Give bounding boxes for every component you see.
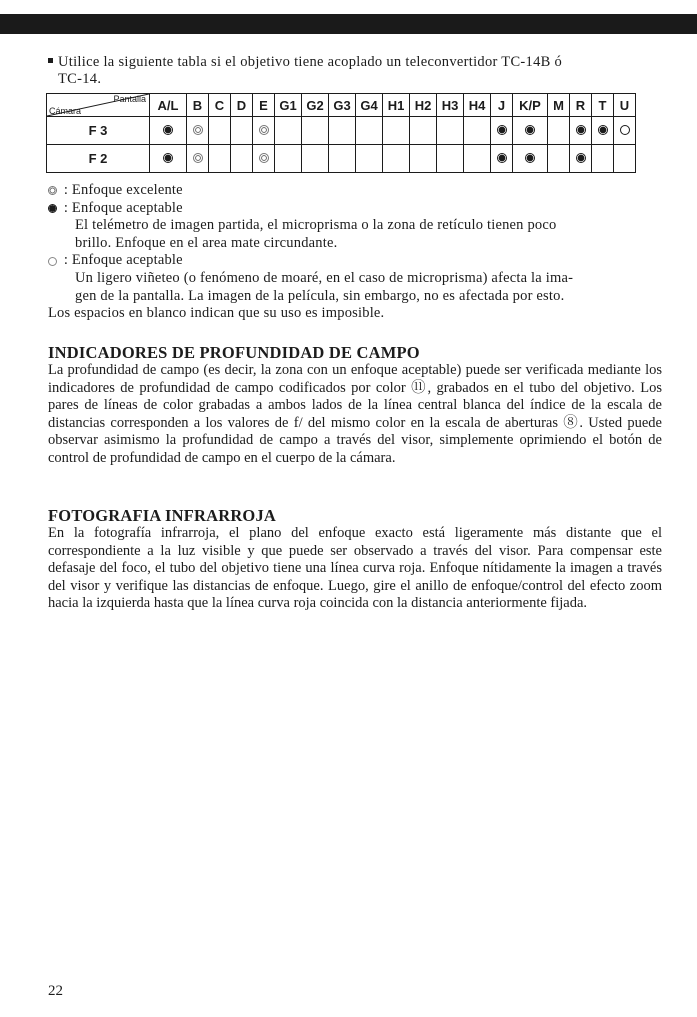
legend-blank-note: Los espacios en blanco indican que su uso es imposible.	[48, 305, 385, 322]
table-cell	[356, 145, 383, 173]
bullet-icon	[48, 58, 53, 63]
table-cell	[570, 145, 592, 173]
acceptable-focus-icon	[576, 153, 586, 163]
table-cell	[231, 145, 253, 173]
table-cell	[491, 117, 513, 145]
excellent-focus-icon	[259, 153, 269, 163]
table-row	[47, 117, 636, 145]
legend-acceptable-1-note-2: brillo. Enfoque en el area mate circundante.	[75, 234, 338, 251]
acceptable-focus-icon	[525, 153, 535, 163]
acceptable-focus-icon	[48, 204, 57, 213]
column-header: T	[592, 94, 614, 117]
acceptable-focus-icon	[497, 125, 507, 135]
column-header: E	[253, 94, 275, 117]
column-header: G1	[275, 94, 302, 117]
column-header: H1	[383, 94, 410, 117]
column-header: H3	[437, 94, 464, 117]
table-cell	[437, 145, 464, 173]
table-cell	[614, 117, 636, 145]
column-header: G3	[329, 94, 356, 117]
column-header: U	[614, 94, 636, 117]
depth-of-field-section	[48, 343, 662, 468]
table-cell	[410, 117, 437, 145]
table-cell	[302, 145, 329, 173]
legend-acceptable-2: : Enfoque aceptable	[48, 252, 662, 270]
excellent-focus-icon	[48, 186, 57, 195]
camera-label: F 2	[47, 145, 150, 173]
acceptable-focus-icon	[598, 125, 608, 135]
table-row	[47, 145, 636, 173]
intro-line-1: Utilice la siguiente tabla si el objetivo tiene acoplado un teleconvertidor TC-14B ó	[58, 54, 563, 70]
table-cell	[275, 145, 302, 173]
column-header: A/L	[150, 94, 187, 117]
table-cell	[464, 145, 491, 173]
table-cell	[187, 145, 209, 173]
table-cell	[209, 145, 231, 173]
table-cell	[275, 117, 302, 145]
excellent-focus-icon	[259, 125, 269, 135]
table-cell	[329, 117, 356, 145]
infrared-section	[48, 506, 662, 613]
table-header-row	[47, 94, 636, 117]
column-header: G2	[302, 94, 329, 117]
table-cell	[383, 145, 410, 173]
table-cell	[548, 117, 570, 145]
excellent-focus-icon	[193, 125, 203, 135]
depth-of-field-body: La profundidad de campo (es decir, la zona con un enfoque aceptable) puede ser verificada mediante los indicadores de profundidad de campo codificados por color ⑪, grabados en el tubo del objetivo. Los pares de líneas de color grabadas a ambos lados de la línea central blanca del índice de la escala de distancias corresponden a los valores de f/ del mismo color en la escala de aberturas ⑧. Usted puede observar asimismo la profundidad de campo a través del visor, simplemente oprimiendo el botón de control de profundidad de campo en el cuerpo de la cámara.	[48, 362, 662, 466]
column-header: H4	[464, 94, 491, 117]
table-cell	[548, 145, 570, 173]
acceptable-vignette-icon	[620, 125, 630, 135]
infrared-title: FOTOGRAFIA INFRARROJA	[48, 506, 277, 525]
intro-paragraph	[48, 54, 662, 88]
page-number: 22	[48, 983, 63, 999]
legend-acceptable-2-note-2: gen de la pantalla. La imagen de la película, sin embargo, no es afectada por esto.	[75, 287, 565, 304]
screen-compatibility-table	[46, 93, 636, 173]
table-cell	[356, 117, 383, 145]
infrared-body: En la fotografía infrarroja, el plano del enfoque exacto está ligeramente más distante que el correspondiente a la luz visible y que puede ser observado a través del visor. Para compensar este defasaje del foco, el tubo del objetivo tiene una línea curva roja. Enfoque nítidamente la imagen a través del visor y verifique las distancias de enfoque. Luego, gire el anillo de enfoque/control del efecto zoom hacia la izquierda hasta que la línea curva roja coincida con la distancia anteriormente fijada.	[48, 525, 662, 612]
table-cell	[302, 117, 329, 145]
column-header: G4	[356, 94, 383, 117]
table-cell	[464, 117, 491, 145]
table-cell	[253, 145, 275, 173]
column-header: K/P	[513, 94, 548, 117]
depth-of-field-title: INDICADORES DE PROFUNDIDAD DE CAMPO	[48, 343, 420, 362]
table-cell	[329, 145, 356, 173]
table-cell	[150, 145, 187, 173]
table-cell	[187, 117, 209, 145]
table-cell	[513, 117, 548, 145]
legend-acceptable-2-note-1: Un ligero viñeteo (o fenómeno de moaré, en el caso de microprisma) afecta la ima-	[75, 269, 574, 286]
header-pantalla: Pantalla	[113, 94, 146, 104]
table-cell	[209, 117, 231, 145]
table-corner-cell	[47, 94, 150, 117]
acceptable-vignette-icon	[48, 257, 57, 266]
legend-acceptable-1-note-1: El telémetro de imagen partida, el microprisma o la zona de retículo tienen poco	[75, 217, 557, 234]
intro-line-2: TC-14.	[58, 71, 102, 87]
top-border-bar	[0, 14, 697, 34]
table-cell	[253, 117, 275, 145]
column-header: M	[548, 94, 570, 117]
column-header: J	[491, 94, 513, 117]
legend	[48, 182, 662, 323]
table-cell	[437, 117, 464, 145]
table-cell	[231, 117, 253, 145]
table-cell	[614, 145, 636, 173]
table-cell	[383, 117, 410, 145]
header-camara: Cámara	[49, 106, 82, 116]
table-cell	[150, 117, 187, 145]
legend-acceptable-1: : Enfoque aceptable	[48, 200, 662, 218]
column-header: R	[570, 94, 592, 117]
acceptable-focus-icon	[163, 153, 173, 163]
table-cell	[592, 117, 614, 145]
acceptable-focus-icon	[163, 125, 173, 135]
table-cell	[410, 145, 437, 173]
table-cell	[592, 145, 614, 173]
table-cell	[491, 145, 513, 173]
camera-label: F 3	[47, 117, 150, 145]
acceptable-focus-icon	[525, 125, 535, 135]
column-header: D	[231, 94, 253, 117]
column-header: C	[209, 94, 231, 117]
acceptable-focus-icon	[576, 125, 586, 135]
column-header: B	[187, 94, 209, 117]
excellent-focus-icon	[193, 153, 203, 163]
table-cell	[570, 117, 592, 145]
acceptable-focus-icon	[497, 153, 507, 163]
column-header: H2	[410, 94, 437, 117]
legend-excellent: : Enfoque excelente	[48, 182, 662, 200]
table-cell	[513, 145, 548, 173]
